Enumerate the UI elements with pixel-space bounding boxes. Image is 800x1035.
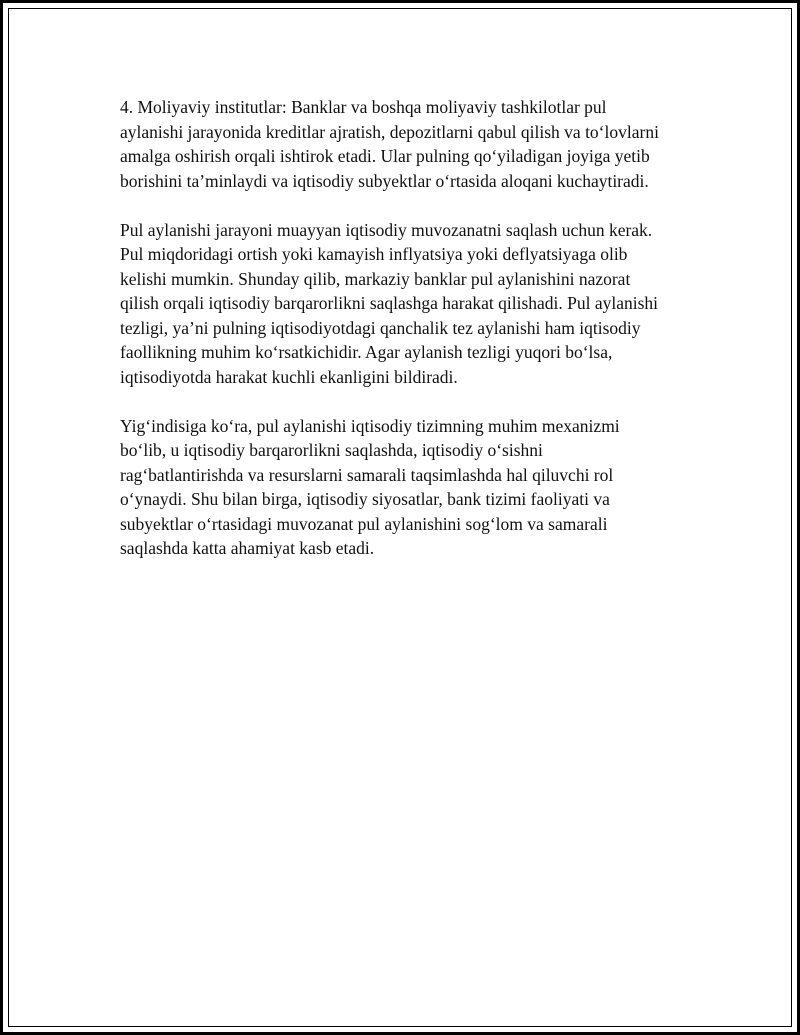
text-line: Pul aylanishi jarayoni muayyan iqtisodiy muvozanatni saqlash uchun kerak. [120,219,653,240]
text-line: bo‘lib, u iqtisodiy barqarorlikni saqlashda, iqtisodiy o‘sishni [120,440,543,460]
paragraph-financial-institutions [120,95,700,193]
text-line: 4. Moliyaviy institutlar: Banklar va boshqa moliyaviy tashkilotlar pul [120,97,607,117]
text-line: o‘ynaydi. Shu bilan birga, iqtisodiy siyosatlar, bank tizimi faoliyati va [120,489,610,509]
text-line: borishini ta’minlaydi va iqtisodiy subyektlar o‘rtasida aloqani kuchaytiradi. [120,170,649,191]
paragraph-conclusion [120,414,700,561]
text-line: Yig‘indisiga ko‘ra, pul aylanishi iqtisodiy tizimning muhim mexanizmi [120,415,620,436]
text-line: faollikning muhim ko‘rsatkichidir. Agar aylanish tezligi yuqori bo‘lsa, [120,342,613,362]
text-line: saqlashda katta ahamiyat kasb etadi. [120,538,375,558]
text-line: iqtisodiyotda harakat kuchli ekanligini bildiradi. [120,366,458,387]
text-line: rag‘batlantirishda va resurslarni samarali taqsimlashda hal qiluvchi rol [120,464,614,485]
text-line: kelishi mumkin. Shunday qilib, markaziy banklar pul aylanishini nazorat [120,268,631,289]
text-line: Pul miqdoridagi ortish yoki kamayish inflyatsiya yoki deflyatsiyaga olib [120,244,628,264]
text-line: aylanishi jarayonida kreditlar ajratish, depozitlarni qabul qilish va to‘lovlarni [120,121,659,142]
paragraph-money-circulation [120,218,700,390]
text-line: qilish orqali iqtisodiy barqarorlikni saqlashga harakat qilishadi. Pul aylanishi [120,293,659,313]
text-line: subyektlar o‘rtasidagi muvozanat pul aylanishini sog‘lom va samarali [120,513,608,534]
text-line: tezligi, ya’ni pulning iqtisodiyotdagi qanchalik tez aylanishi ham iqtisodiy [120,317,641,338]
document-body [120,95,700,585]
text-line: amalga oshirish orqali ishtirok etadi. Ular pulning qo‘yiladigan joyiga yetib [120,146,650,166]
